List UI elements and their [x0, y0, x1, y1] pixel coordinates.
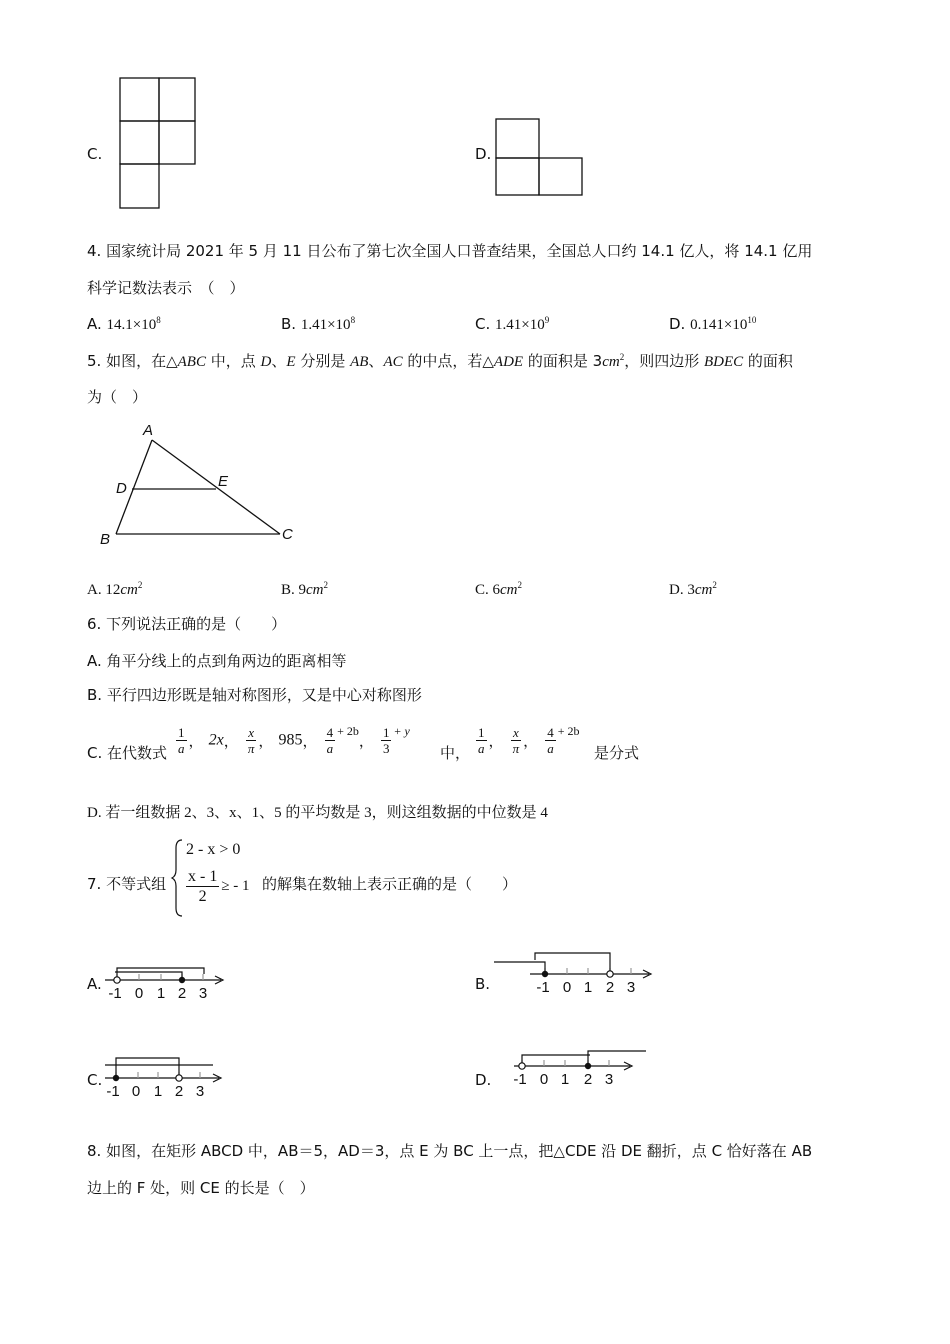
- q6-option-c-prefix: C. 在代数式: [87, 744, 168, 762]
- svg-text:0: 0: [131, 1083, 141, 1100]
- q7-option-b-label: B.: [475, 975, 491, 993]
- q7-option-a-label: A.: [87, 975, 102, 993]
- svg-text:2: 2: [605, 979, 615, 996]
- q7-option-d-numberline: [512, 1046, 654, 1094]
- q5-label-d: D: [116, 480, 127, 497]
- q4-stem-line2: 科学记数法表示 （ ）: [87, 279, 245, 297]
- svg-text:1: 1: [156, 985, 166, 1002]
- svg-text:-1: -1: [108, 985, 122, 1002]
- q7-suffix: 的解集在数轴上表示正确的是（ ）: [262, 875, 518, 893]
- q6-option-c-answers: $\frac{1}{a}$ ， $\frac{x}{\pi}$ ， $\frac{4}{a}$ $^{+ 2b}$: [478, 724, 580, 756]
- q6-option-c-expressions: $\frac{1}{a}$ ， 2x， $\frac{x}{\pi}$ ， 985， $\frac{4}{a}$ $^{+ 2b}$， $\frac{1}{3}$ $^{+ y}$: [178, 724, 410, 756]
- q7-option-b-numberline: [494, 952, 656, 1000]
- q5-side-ac: [152, 440, 280, 534]
- q7-inequality-2: $\frac{x - 1}{2}$ ≥ - 1: [188, 868, 250, 905]
- q7-system-brace: [172, 838, 184, 918]
- svg-text:0: 0: [539, 1071, 549, 1088]
- svg-text:3: 3: [604, 1071, 614, 1088]
- q4-option-c: C. $1.41\times 10^9$: [475, 315, 550, 333]
- q6-option-c-mid: 中，: [440, 744, 471, 762]
- q5-label-a: A: [143, 422, 154, 439]
- q5-option-c: C. $6cm^2$: [475, 580, 523, 598]
- svg-text:2: 2: [174, 1083, 184, 1100]
- svg-text:2: 2: [177, 985, 187, 1002]
- q7-prefix: 7. 不等式组: [87, 875, 167, 893]
- q5-label-e: E: [218, 473, 229, 490]
- svg-text:3: 3: [195, 1083, 205, 1100]
- q4-option-d: D. $0.141\times 10^{10}$: [669, 315, 757, 333]
- q3-option-d-label: D.: [475, 145, 492, 163]
- svg-text:-1: -1: [106, 1083, 120, 1100]
- q4-option-b: B. $1.41\times 10^8$: [281, 315, 356, 333]
- q5-stem-line1: 5. 如图，在△ABC 中，点 D、E 分别是 AB、AC 的中点，若△ADE 的面积是 $3cm^2$，则四边形 BDEC 的面积: [87, 352, 793, 370]
- q5-option-a: A. $12cm^2$: [87, 580, 143, 598]
- q5-triangle-figure: [95, 418, 305, 550]
- q3-option-c-figure: [118, 77, 198, 211]
- q8-stem-line2: 边上的 F 处，则 CE 的长是（ ）: [87, 1179, 315, 1197]
- q6-stem: 6. 下列说法正确的是（ ）: [87, 615, 287, 633]
- q5-option-d: D. $3cm^2$: [669, 580, 717, 598]
- q6-option-c-suffix: 是分式: [594, 744, 640, 762]
- q7-option-d-label: D.: [475, 1071, 492, 1089]
- frac-x-over-pi: $\frac{x}{\pi}$: [247, 725, 255, 756]
- q7-option-c-numberline: [103, 1054, 228, 1102]
- svg-text:3: 3: [626, 979, 636, 996]
- svg-text:2: 2: [583, 1071, 593, 1088]
- q4-stem-line1: 4. 国家统计局 2021 年 5 月 11 日公布了第七次全国人口普查结果，全国总人口约 14.1 亿人，将 14.1 亿用: [87, 242, 813, 260]
- svg-text:3: 3: [198, 985, 208, 1002]
- q4-option-a: A. $14.1\times 10^8$: [87, 315, 161, 333]
- q8-stem-line1: 8. 如图，在矩形 ABCD 中，AB＝5，AD＝3，点 E 为 BC 上一点，把△CDE 沿 DE 翻折，点 C 恰好落在 AB: [87, 1142, 813, 1160]
- svg-text:0: 0: [134, 985, 144, 1002]
- q5-label-c: C: [282, 526, 293, 543]
- svg-text:1: 1: [560, 1071, 570, 1088]
- frac-1-over-a: $\frac{1}{a}$: [178, 725, 185, 756]
- q7-option-a-numberline: [103, 958, 228, 1006]
- q7-inequality-1: 2 - x > 0: [186, 841, 241, 858]
- svg-text:1: 1: [153, 1083, 163, 1100]
- q5-label-b: B: [100, 531, 111, 548]
- frac-1-over-3: $\frac{1}{3}$: [382, 725, 390, 756]
- q6-option-a: A. 角平分线上的点到角两边的距离相等: [87, 652, 347, 670]
- svg-text:-1: -1: [513, 1071, 527, 1088]
- q7-option-c-label: C.: [87, 1071, 103, 1089]
- q6-option-b: B. 平行四边形既是轴对称图形，又是中心对称图形: [87, 686, 422, 704]
- q3-option-d-figure: [494, 118, 586, 198]
- svg-text:1: 1: [583, 979, 593, 996]
- svg-text:0: 0: [562, 979, 572, 996]
- q6-option-d: D. 若一组数据 2、3、x、1、5 的平均数是 3，则这组数据的中位数是 4: [87, 805, 548, 821]
- q5-option-b: B. $9cm^2$: [281, 580, 329, 598]
- q5-stem-line2: 为（ ）: [87, 388, 148, 406]
- svg-text:-1: -1: [536, 979, 550, 996]
- frac-4-over-a: $\frac{4}{a}$: [326, 725, 334, 756]
- q3-option-c-label: C.: [87, 145, 103, 163]
